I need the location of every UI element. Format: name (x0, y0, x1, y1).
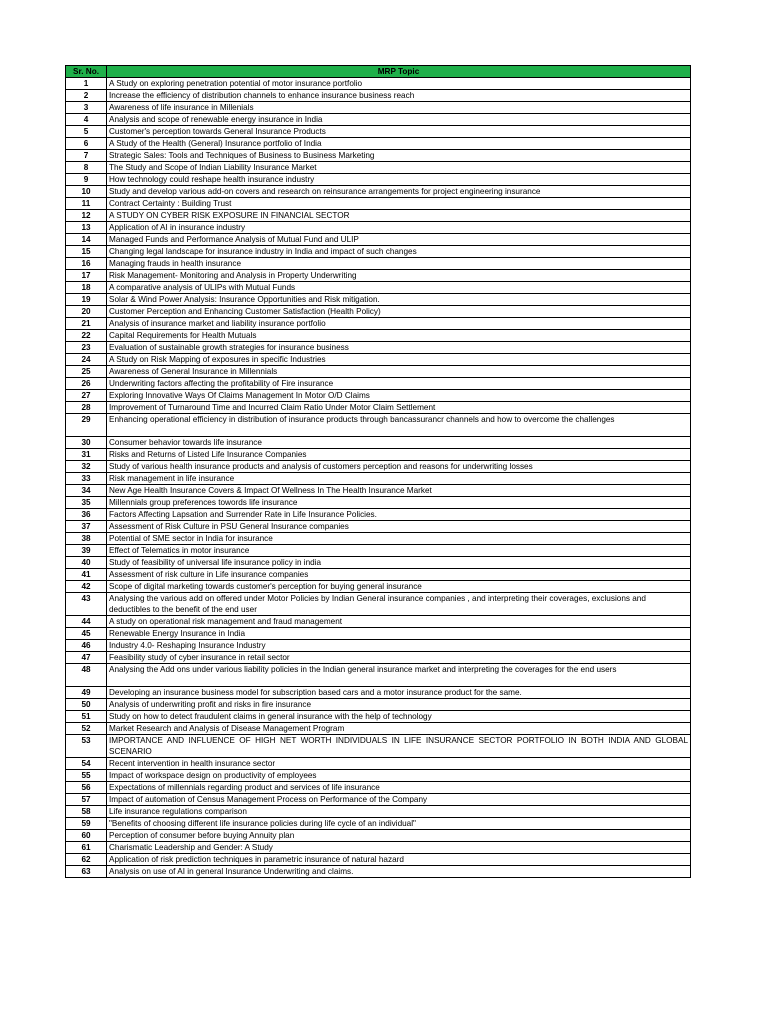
table-row (66, 138, 691, 150)
topic-cell: Perception of consumer before buying Annuity plan (107, 830, 691, 842)
topic-cell: Life insurance regulations comparison (107, 806, 691, 818)
sr-no-cell: 54 (66, 758, 107, 770)
topic-cell: Exploring Innovative Ways Of Claims Management In Motor O/D Claims (107, 390, 691, 402)
sr-no-cell: 58 (66, 806, 107, 818)
topic-cell: Risks and Returns of Listed Life Insurance Companies (107, 449, 691, 461)
topic-cell: Feasibility study of cyber insurance in retail sector (107, 652, 691, 664)
topic-cell: The Study and Scope of Indian Liability Insurance Market (107, 162, 691, 174)
topic-cell: Underwriting factors affecting the profitability of Fire insurance (107, 378, 691, 390)
sr-no-cell: 15 (66, 246, 107, 258)
table-row (66, 711, 691, 723)
sr-no-cell: 22 (66, 330, 107, 342)
sr-no-cell: 46 (66, 640, 107, 652)
topic-cell: Consumer behavior towards life insurance (107, 437, 691, 449)
table-row (66, 449, 691, 461)
table-row (66, 114, 691, 126)
table-row (66, 390, 691, 402)
sr-no-cell: 3 (66, 102, 107, 114)
table-row (66, 830, 691, 842)
sr-no-cell: 43 (66, 593, 107, 616)
topic-cell: Awareness of General Insurance in Millennials (107, 366, 691, 378)
table-row (66, 270, 691, 282)
topic-cell: Application of AI in insurance industry (107, 222, 691, 234)
table-row (66, 258, 691, 270)
table-row (66, 330, 691, 342)
table-row (66, 593, 691, 616)
header-mrp-topic: MRP Topic (107, 66, 691, 78)
sr-no-cell: 27 (66, 390, 107, 402)
table-row (66, 806, 691, 818)
table-row (66, 735, 691, 758)
topic-cell: Evaluation of sustainable growth strategies for insurance business (107, 342, 691, 354)
sr-no-cell: 45 (66, 628, 107, 640)
topic-cell: "Benefits of choosing different life insurance policies during life cycle of an individual" (107, 818, 691, 830)
sr-no-cell: 56 (66, 782, 107, 794)
table-row (66, 557, 691, 569)
sr-no-cell: 13 (66, 222, 107, 234)
header-row (66, 66, 691, 78)
table-row (66, 664, 691, 687)
table-row (66, 640, 691, 652)
sr-no-cell: 26 (66, 378, 107, 390)
table-row (66, 509, 691, 521)
topic-cell: Renewable Energy Insurance in India (107, 628, 691, 640)
topic-cell: Recent intervention in health insurance sector (107, 758, 691, 770)
table-row (66, 628, 691, 640)
table-row (66, 198, 691, 210)
table-row (66, 533, 691, 545)
table-row (66, 842, 691, 854)
sr-no-cell: 20 (66, 306, 107, 318)
table-row (66, 866, 691, 878)
sr-no-cell: 40 (66, 557, 107, 569)
table-row (66, 222, 691, 234)
topic-cell: Customer's perception towards General Insurance Products (107, 126, 691, 138)
table-row (66, 342, 691, 354)
topic-cell: Effect of Telematics in motor insurance (107, 545, 691, 557)
topic-cell: Increase the efficiency of distribution channels to enhance insurance business reach (107, 90, 691, 102)
sr-no-cell: 6 (66, 138, 107, 150)
sr-no-cell: 32 (66, 461, 107, 473)
topic-cell: A STUDY ON CYBER RISK EXPOSURE IN FINANCIAL SECTOR (107, 210, 691, 222)
topic-cell: How technology could reshape health insurance industry (107, 174, 691, 186)
table-row (66, 437, 691, 449)
sr-no-cell: 41 (66, 569, 107, 581)
topic-cell: Impact of automation of Census Management Process on Performance of the Company (107, 794, 691, 806)
sr-no-cell: 63 (66, 866, 107, 878)
topic-cell: Strategic Sales: Tools and Techniques of Business to Business Marketing (107, 150, 691, 162)
sr-no-cell: 55 (66, 770, 107, 782)
table-row (66, 581, 691, 593)
sr-no-cell: 24 (66, 354, 107, 366)
sr-no-cell: 17 (66, 270, 107, 282)
sr-no-cell: 61 (66, 842, 107, 854)
topic-cell: Managing frauds in health insurance (107, 258, 691, 270)
table-row (66, 521, 691, 533)
table-row (66, 545, 691, 557)
table-row (66, 90, 691, 102)
table-row (66, 162, 691, 174)
table-row (66, 473, 691, 485)
topic-cell: Developing an insurance business model for subscription based cars and a motor insurance product for the same. (107, 687, 691, 699)
table-row (66, 616, 691, 628)
topic-cell: Application of risk prediction techniques in parametric insurance of natural hazard (107, 854, 691, 866)
topic-cell: A comparative analysis of ULIPs with Mutual Funds (107, 282, 691, 294)
sr-no-cell: 31 (66, 449, 107, 461)
topic-cell: Analysis and scope of renewable energy insurance in India (107, 114, 691, 126)
table-row (66, 366, 691, 378)
topic-cell: Awareness of life insurance in Millenials (107, 102, 691, 114)
sr-no-cell: 59 (66, 818, 107, 830)
sr-no-cell: 19 (66, 294, 107, 306)
table-row (66, 378, 691, 390)
table-row (66, 354, 691, 366)
sr-no-cell: 28 (66, 402, 107, 414)
topic-cell: Study and develop various add-on covers and research on reinsurance arrangements for project engineering insurance (107, 186, 691, 198)
table-row (66, 699, 691, 711)
table-row (66, 318, 691, 330)
topic-cell: A study on operational risk management and fraud management (107, 616, 691, 628)
sr-no-cell: 29 (66, 414, 107, 437)
table-row (66, 246, 691, 258)
sr-no-cell: 44 (66, 616, 107, 628)
table-row (66, 758, 691, 770)
sr-no-cell: 53 (66, 735, 107, 758)
sr-no-cell: 12 (66, 210, 107, 222)
topic-cell: Potential of SME sector in India for insurance (107, 533, 691, 545)
topic-cell: Study of feasibility of universal life insurance policy in india (107, 557, 691, 569)
topic-cell: Industry 4.0- Reshaping Insurance Industry (107, 640, 691, 652)
topic-cell: Market Research and Analysis of Disease Management Program (107, 723, 691, 735)
table-row (66, 652, 691, 664)
sr-no-cell: 25 (66, 366, 107, 378)
table-row (66, 687, 691, 699)
topic-cell: A Study of the Health (General) Insurance portfolio of India (107, 138, 691, 150)
table-row (66, 306, 691, 318)
sr-no-cell: 60 (66, 830, 107, 842)
table-row (66, 174, 691, 186)
sr-no-cell: 57 (66, 794, 107, 806)
table-row (66, 569, 691, 581)
topic-cell: Analysis on use of AI in general Insurance Underwriting and claims. (107, 866, 691, 878)
table-row (66, 461, 691, 473)
sr-no-cell: 39 (66, 545, 107, 557)
table-row (66, 102, 691, 114)
table-row (66, 210, 691, 222)
sr-no-cell: 35 (66, 497, 107, 509)
sr-no-cell: 2 (66, 90, 107, 102)
topic-cell: Managed Funds and Performance Analysis of Mutual Fund and ULIP (107, 234, 691, 246)
sr-no-cell: 5 (66, 126, 107, 138)
table-row (66, 770, 691, 782)
table-body (66, 78, 691, 878)
sr-no-cell: 9 (66, 174, 107, 186)
topic-cell: A Study on exploring penetration potential of motor insurance portfolio (107, 78, 691, 90)
table-row (66, 485, 691, 497)
sr-no-cell: 62 (66, 854, 107, 866)
topic-cell: Study on how to detect fraudulent claims in general insurance with the help of technology (107, 711, 691, 723)
table-row (66, 818, 691, 830)
topic-cell: Analysing the various add on offered under Motor Policies by Indian General insurance companies , and interpreting their coverages, exclusions and deductibles to the benefit of the end user (107, 593, 691, 616)
topic-cell: Analysing the Add ons under various liability policies in the Indian general insurance market and interpreting the coverages for the end users (107, 664, 691, 687)
table-row (66, 414, 691, 437)
sr-no-cell: 33 (66, 473, 107, 485)
sr-no-cell: 50 (66, 699, 107, 711)
topic-cell: Risk Management- Monitoring and Analysis in Property Underwriting (107, 270, 691, 282)
sr-no-cell: 30 (66, 437, 107, 449)
table-row (66, 126, 691, 138)
sr-no-cell: 11 (66, 198, 107, 210)
sr-no-cell: 48 (66, 664, 107, 687)
sr-no-cell: 49 (66, 687, 107, 699)
sr-no-cell: 38 (66, 533, 107, 545)
mrp-topics-table (65, 65, 691, 878)
sr-no-cell: 23 (66, 342, 107, 354)
sr-no-cell: 18 (66, 282, 107, 294)
topic-cell: Enhancing operational efficiency in distribution of insurance products through bancassurancr channels and how to overcome the challenges (107, 414, 691, 437)
topic-cell: Assessment of Risk Culture in PSU General Insurance companies (107, 521, 691, 533)
topic-cell: Capital Requirements for Health Mutuals (107, 330, 691, 342)
table-row (66, 723, 691, 735)
table-row (66, 794, 691, 806)
sr-no-cell: 7 (66, 150, 107, 162)
topic-cell: Solar & Wind Power Analysis: Insurance Opportunities and Risk mitigation. (107, 294, 691, 306)
topic-cell: Analysis of insurance market and liability insurance portfolio (107, 318, 691, 330)
sr-no-cell: 16 (66, 258, 107, 270)
table-row (66, 234, 691, 246)
table-row (66, 150, 691, 162)
sr-no-cell: 37 (66, 521, 107, 533)
topic-cell: Changing legal landscape for insurance industry in India and impact of such changes (107, 246, 691, 258)
topic-cell: Improvement of Turnaround Time and Incurred Claim Ratio Under Motor Claim Settlement (107, 402, 691, 414)
topic-cell: Assessment of risk culture in Life insurance companies (107, 569, 691, 581)
topic-cell: Expectations of millennials regarding product and services of life insurance (107, 782, 691, 794)
topic-cell: Customer Perception and Enhancing Customer Satisfaction (Health Policy) (107, 306, 691, 318)
sr-no-cell: 52 (66, 723, 107, 735)
topic-cell: IMPORTANCE AND INFLUENCE OF HIGH NET WORTH INDIVIDUALS IN LIFE INSURANCE SECTOR PORTFOLIO IN BOTH INDIA AND GLOBAL SCENARIO (107, 735, 691, 758)
table-row (66, 186, 691, 198)
topic-cell: Millennials group preferences towords life insurance (107, 497, 691, 509)
topic-cell: Contract Certainty : Building Trust (107, 198, 691, 210)
sr-no-cell: 4 (66, 114, 107, 126)
sr-no-cell: 47 (66, 652, 107, 664)
sr-no-cell: 34 (66, 485, 107, 497)
table-row (66, 282, 691, 294)
table-row (66, 294, 691, 306)
sr-no-cell: 51 (66, 711, 107, 723)
sr-no-cell: 42 (66, 581, 107, 593)
topic-cell: Charismatic Leadership and Gender: A Study (107, 842, 691, 854)
table-row (66, 78, 691, 90)
topic-cell: Risk management in life insurance (107, 473, 691, 485)
sr-no-cell: 10 (66, 186, 107, 198)
topic-cell: New Age Health Insurance Covers & Impact Of Wellness In The Health Insurance Market (107, 485, 691, 497)
topic-cell: Scope of digital marketing towards customer's perception for buying general insurance (107, 581, 691, 593)
topic-cell: Impact of workspace design on productivity of employees (107, 770, 691, 782)
sr-no-cell: 36 (66, 509, 107, 521)
sr-no-cell: 21 (66, 318, 107, 330)
sr-no-cell: 1 (66, 78, 107, 90)
table-row (66, 402, 691, 414)
table-row (66, 854, 691, 866)
table-row (66, 782, 691, 794)
sr-no-cell: 8 (66, 162, 107, 174)
topic-cell: Factors Affecting Lapsation and Surrender Rate in Life Insurance Policies. (107, 509, 691, 521)
table-row (66, 497, 691, 509)
header-sr-no: Sr. No. (66, 66, 107, 78)
topic-cell: Study of various health insurance products and analysis of customers perception and reasons for underwriting losses (107, 461, 691, 473)
sr-no-cell: 14 (66, 234, 107, 246)
topic-cell: Analysis of underwriting profit and risks in fire insurance (107, 699, 691, 711)
topic-cell: A Study on Risk Mapping of exposures in specific Industries (107, 354, 691, 366)
